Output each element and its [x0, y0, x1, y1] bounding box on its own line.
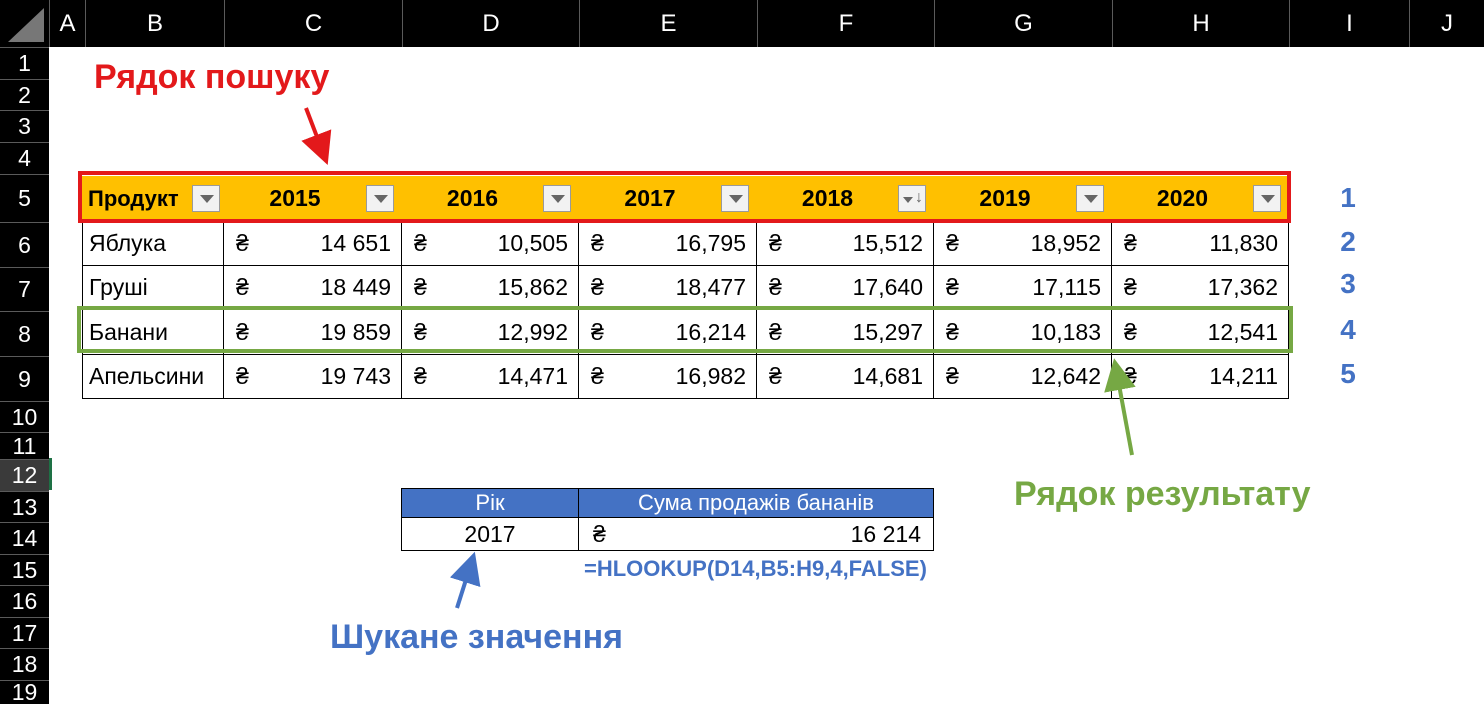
currency-symbol: ₴: [1124, 273, 1137, 300]
column-header-a[interactable]: A: [49, 0, 85, 47]
product-name-cell[interactable]: Апельсини: [82, 354, 224, 399]
lookup-year-cell[interactable]: 2017: [401, 517, 579, 551]
row-header-7[interactable]: 7: [0, 267, 49, 311]
sales-value: 12,541: [1207, 318, 1278, 345]
sales-value: 16,982: [675, 362, 746, 389]
result-row-arrow: [1117, 374, 1132, 455]
column-header-c[interactable]: C: [224, 0, 402, 47]
currency-symbol: ₴: [414, 362, 427, 389]
formula-annotation: =HLOOKUP(D14,B5:H9,4,FALSE): [584, 556, 927, 581]
currency-symbol: ₴: [414, 318, 427, 345]
row-header-17[interactable]: 17: [0, 617, 49, 648]
row-index-label: 3: [1340, 268, 1356, 299]
lookup-sum-header[interactable]: Сума продажів бананів: [578, 488, 934, 518]
sales-value: 14,211: [1209, 362, 1278, 389]
sales-value: 17,362: [1207, 273, 1278, 300]
header-label: 2017: [624, 185, 676, 211]
header-label: 2019: [979, 185, 1031, 211]
sales-value: 14,681: [852, 362, 923, 389]
header-label: 2018: [801, 185, 854, 211]
column-header-b[interactable]: B: [85, 0, 224, 47]
sales-value: 11,830: [1209, 229, 1278, 256]
row-header-5[interactable]: 5: [0, 174, 49, 222]
column-header-d[interactable]: D: [402, 0, 579, 47]
row-header-2[interactable]: 2: [0, 79, 49, 110]
row-header-15[interactable]: 15: [0, 554, 49, 585]
sales-value: 15,512: [852, 229, 923, 256]
sales-value: 16,214: [675, 318, 746, 345]
currency-symbol: ₴: [236, 318, 249, 345]
currency-symbol: ₴: [236, 273, 249, 300]
sales-value: 19 859: [320, 318, 391, 345]
currency-symbol: ₴: [1124, 229, 1137, 256]
row-header-11[interactable]: 11: [0, 432, 49, 459]
lookup-sum-value: 16 214: [850, 520, 921, 547]
lookup-value-annotation: Шукане значення: [330, 618, 623, 656]
row-header-4[interactable]: 4: [0, 142, 49, 174]
product-name-cell[interactable]: Яблука: [82, 221, 224, 266]
sales-value: 18 449: [320, 273, 391, 300]
search-row-annotation: Рядок пошуку: [94, 58, 330, 96]
currency-symbol: ₴: [1124, 318, 1137, 345]
sales-value: 18,952: [1030, 229, 1101, 256]
row-header-8[interactable]: 8: [0, 311, 49, 356]
sales-value: 17,115: [1032, 273, 1101, 300]
row-index-label: 4: [1340, 314, 1356, 345]
column-header-e[interactable]: E: [579, 0, 757, 47]
lookup-value-arrow: [457, 567, 470, 608]
sales-value: 10,505: [497, 229, 568, 256]
row-index-label: 2: [1340, 226, 1356, 257]
sales-value: 16,795: [675, 229, 746, 256]
row-header-3[interactable]: 3: [0, 110, 49, 142]
column-header-f[interactable]: F: [757, 0, 934, 47]
currency-symbol: ₴: [414, 273, 427, 300]
currency-symbol: ₴: [769, 362, 782, 389]
currency-symbol: ₴: [946, 362, 959, 389]
sales-value: 12,642: [1030, 362, 1101, 389]
row-header-12[interactable]: 12: [0, 459, 49, 491]
currency-symbol: ₴: [769, 318, 782, 345]
column-header-j[interactable]: J: [1409, 0, 1484, 47]
product-name-cell[interactable]: Груші: [82, 265, 224, 310]
row-header-6[interactable]: 6: [0, 222, 49, 267]
currency-symbol: ₴: [591, 273, 604, 300]
currency-symbol: ₴: [591, 318, 604, 345]
row-index-label: 1: [1340, 182, 1356, 213]
row-header-10[interactable]: 10: [0, 401, 49, 432]
currency-symbol: ₴: [1124, 362, 1137, 389]
row-header-18[interactable]: 18: [0, 648, 49, 680]
sales-value: 10,183: [1030, 318, 1101, 345]
sales-value: 15,297: [852, 318, 923, 345]
row-header-19[interactable]: 19: [0, 680, 49, 704]
sales-value: 14,471: [497, 362, 568, 389]
lookup-year-header[interactable]: Рік: [401, 488, 579, 518]
product-name-cell[interactable]: Банани: [82, 310, 224, 355]
column-header-g[interactable]: G: [934, 0, 1112, 47]
currency-symbol: ₴: [946, 273, 959, 300]
currency-symbol: ₴: [591, 229, 604, 256]
currency-symbol: ₴: [769, 273, 782, 300]
header-label: 2020: [1156, 185, 1209, 211]
header-label: 2015: [269, 185, 321, 211]
sales-value: 18,477: [675, 273, 746, 300]
row-header-16[interactable]: 16: [0, 585, 49, 617]
column-header-h[interactable]: H: [1112, 0, 1289, 47]
sales-value: 19 743: [320, 362, 391, 389]
sales-value: 14 651: [320, 229, 391, 256]
sales-value: 17,640: [852, 273, 923, 300]
search-row-arrow: [306, 108, 322, 150]
currency-symbol: ₴: [769, 229, 782, 256]
column-header-i[interactable]: I: [1289, 0, 1409, 47]
currency-symbol: ₴: [593, 520, 606, 547]
header-label: Продукт: [88, 185, 179, 211]
currency-symbol: ₴: [946, 318, 959, 345]
header-label: 2016: [446, 185, 499, 211]
row-header-1[interactable]: 1: [0, 47, 49, 79]
sales-value: 15,862: [497, 273, 568, 300]
currency-symbol: ₴: [946, 229, 959, 256]
currency-symbol: ₴: [236, 362, 249, 389]
row-header-13[interactable]: 13: [0, 491, 49, 522]
row-index-label: 5: [1340, 358, 1356, 389]
sort-descending-icon: ↓: [915, 189, 923, 206]
row-header-14[interactable]: 14: [0, 522, 49, 554]
sales-value: 12,992: [497, 318, 568, 345]
result-row-annotation: Рядок результату: [1014, 475, 1311, 513]
row-header-9[interactable]: 9: [0, 356, 49, 401]
currency-symbol: ₴: [236, 229, 249, 256]
currency-symbol: ₴: [414, 229, 427, 256]
currency-symbol: ₴: [591, 362, 604, 389]
